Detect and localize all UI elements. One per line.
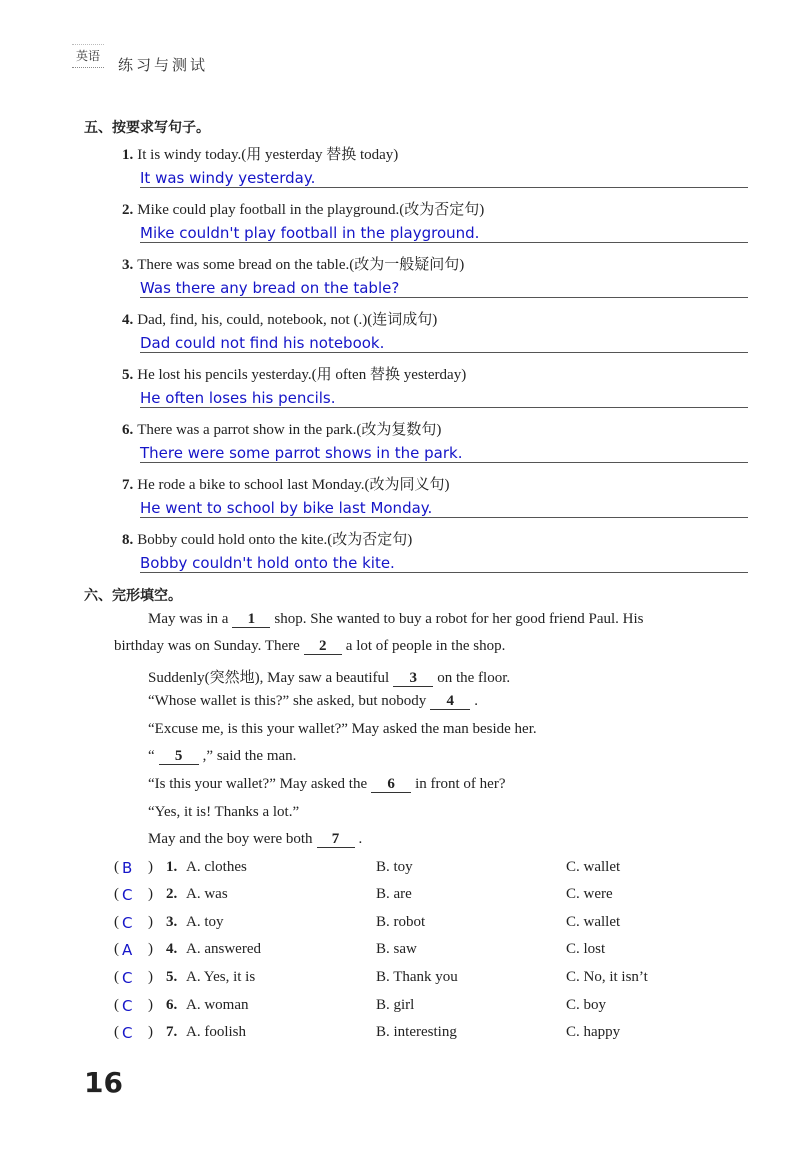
question-6: 6. There was a parrot show in the park.(改为复数句)	[122, 422, 442, 438]
passage-line-2: birthday was on Sunday. There 2 a lot of people in the shop.	[114, 638, 506, 654]
blank-4[interactable]: 4	[430, 693, 470, 710]
answer-8: Bobby couldn't hold onto the kite.	[140, 554, 395, 572]
choice-6[interactable]: C	[122, 997, 133, 1015]
section6-title: 六、完形填空。	[84, 588, 182, 604]
answer-5: He often loses his pencils.	[140, 389, 336, 407]
answer-line-4[interactable]	[140, 332, 748, 353]
blank-6[interactable]: 6	[371, 776, 411, 793]
question-1: 1. It is windy today.(用 yesterday 替换 today)	[122, 147, 399, 163]
passage-line-8: “Yes, it is! Thanks a lot.”	[148, 804, 300, 820]
option-row-6: ( C ) 6. A. woman B. girl C. boy	[114, 997, 607, 1015]
passage-line-6: “ 5 ,” said the man.	[148, 748, 297, 764]
question-5: 5. He lost his pencils yesterday.(用 often 替换 yesterday)	[122, 367, 467, 383]
answer-line-5[interactable]	[140, 387, 748, 408]
answer-line-7[interactable]	[140, 497, 748, 518]
choice-7[interactable]: C	[122, 1024, 133, 1042]
answer-2: Mike couldn't play football in the playground.	[140, 224, 480, 242]
passage-line-7: “Is this your wallet?” May asked the 6 in front of her?	[148, 776, 506, 792]
option-row-7: ( C ) 7. A. foolish B. interesting C. happy	[114, 1024, 621, 1042]
blank-2[interactable]: 2	[304, 638, 342, 655]
blank-5[interactable]: 5	[159, 748, 199, 765]
option-row-2: ( C ) 2. A. was B. are C. were	[114, 886, 613, 904]
choice-3[interactable]: C	[122, 914, 133, 932]
answer-line-6[interactable]	[140, 442, 748, 463]
book-title: 练习与测试	[118, 56, 209, 74]
subject-tag: 英语	[72, 44, 104, 68]
option-row-4: ( A ) 4. A. answered B. saw C. lost	[114, 941, 606, 959]
blank-3[interactable]: 3	[393, 670, 433, 687]
page-number: 16	[84, 1066, 123, 1099]
blank-1[interactable]: 1	[232, 611, 270, 628]
question-2: 2. Mike could play football in the playground.(改为否定句)	[122, 202, 485, 218]
choice-1[interactable]: B	[122, 859, 133, 877]
answer-1: It was windy yesterday.	[140, 169, 316, 187]
passage-line-4: “Whose wallet is this?” she asked, but nobody 4 .	[148, 693, 479, 709]
answer-line-1[interactable]	[140, 167, 748, 188]
passage-line-9: May and the boy were both 7 .	[148, 831, 363, 847]
passage-line-3: Suddenly(突然地), May saw a beautiful 3 on the floor.	[148, 670, 511, 686]
passage-line-5: “Excuse me, is this your wallet?” May asked the man beside her.	[148, 721, 537, 737]
passage-line-1: May was in a 1 shop. She wanted to buy a robot for her good friend Paul. His	[148, 611, 644, 627]
question-4: 4. Dad, find, his, could, notebook, not (.)(连词成句)	[122, 312, 438, 328]
answer-3: Was there any bread on the table?	[140, 279, 400, 297]
answer-line-2[interactable]	[140, 222, 748, 243]
question-8: 8. Bobby could hold onto the kite.(改为否定句)	[122, 532, 413, 548]
choice-4[interactable]: A	[122, 941, 133, 959]
page-header	[72, 44, 232, 84]
answer-6: There were some parrot shows in the park.	[140, 444, 463, 462]
choice-2[interactable]: C	[122, 886, 133, 904]
question-3: 3. There was some bread on the table.(改为一般疑问句)	[122, 257, 465, 273]
section5-title: 五、按要求写句子。	[84, 120, 210, 136]
option-row-1: ( B ) 1. A. clothes B. toy C. wallet	[114, 859, 621, 877]
answer-line-8[interactable]	[140, 552, 748, 573]
option-row-5: ( C ) 5. A. Yes, it is B. Thank you C. No, it isn’t	[114, 969, 648, 987]
option-row-3: ( C ) 3. A. toy B. robot C. wallet	[114, 914, 621, 932]
answer-4: Dad could not find his notebook.	[140, 334, 385, 352]
answer-line-3[interactable]	[140, 277, 748, 298]
question-7: 7. He rode a bike to school last Monday.(改为同义句)	[122, 477, 450, 493]
answer-7: He went to school by bike last Monday.	[140, 499, 433, 517]
blank-7[interactable]: 7	[317, 831, 355, 848]
choice-5[interactable]: C	[122, 969, 133, 987]
